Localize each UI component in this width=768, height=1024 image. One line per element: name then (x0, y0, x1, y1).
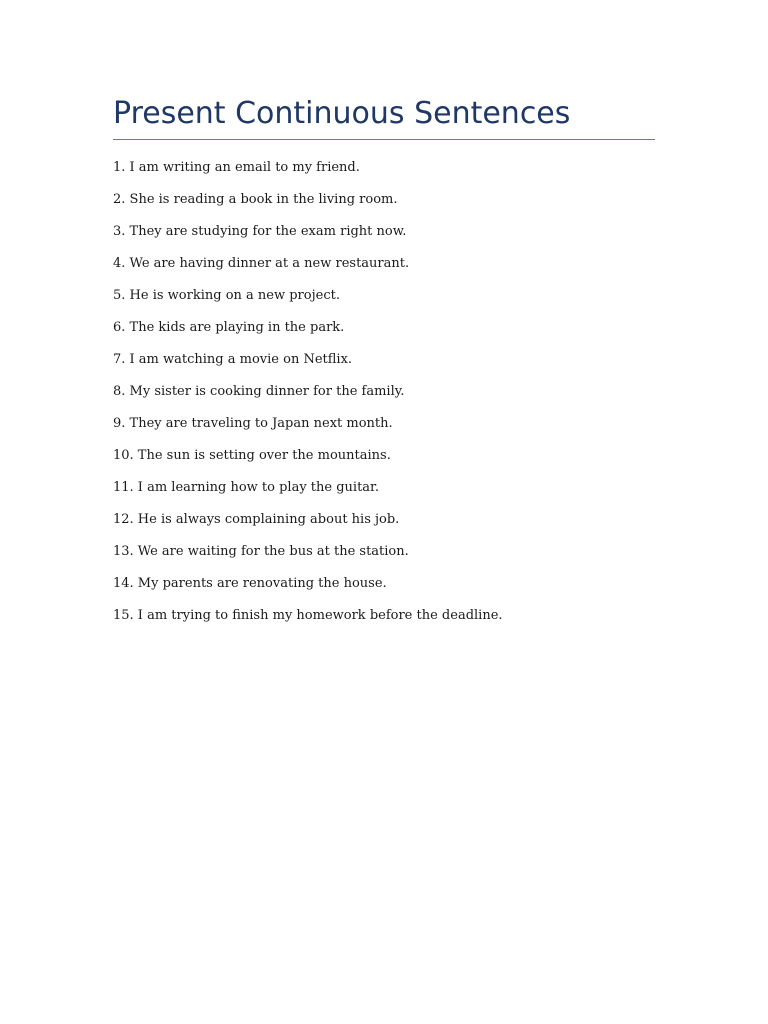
title-underline (113, 139, 655, 140)
sentence-item: 9. They are traveling to Japan next month. (113, 416, 393, 431)
sentence-item: 5. He is working on a new project. (113, 288, 340, 303)
sentence-item: 13. We are waiting for the bus at the station. (113, 544, 409, 559)
sentence-item: 14. My parents are renovating the house. (113, 576, 387, 591)
sentence-list (113, 158, 673, 638)
sentence-item: 11. I am learning how to play the guitar. (113, 480, 379, 495)
sentence-item: 15. I am trying to finish my homework before the deadline. (113, 608, 503, 623)
sentence-item: 7. I am watching a movie on Netflix. (113, 352, 353, 367)
document-title: Present Continuous Sentences (113, 96, 571, 131)
sentence-item: 1. I am writing an email to my friend. (113, 160, 360, 175)
sentence-item: 3. They are studying for the exam right now. (113, 224, 407, 239)
sentence-item: 4. We are having dinner at a new restaurant. (113, 256, 410, 271)
sentence-item: 6. The kids are playing in the park. (113, 320, 345, 335)
sentence-item: 8. My sister is cooking dinner for the family. (113, 384, 405, 399)
sentence-item: 10. The sun is setting over the mountains. (113, 448, 391, 463)
sentence-item: 2. She is reading a book in the living room. (113, 192, 398, 207)
sentence-item: 12. He is always complaining about his job. (113, 512, 400, 527)
